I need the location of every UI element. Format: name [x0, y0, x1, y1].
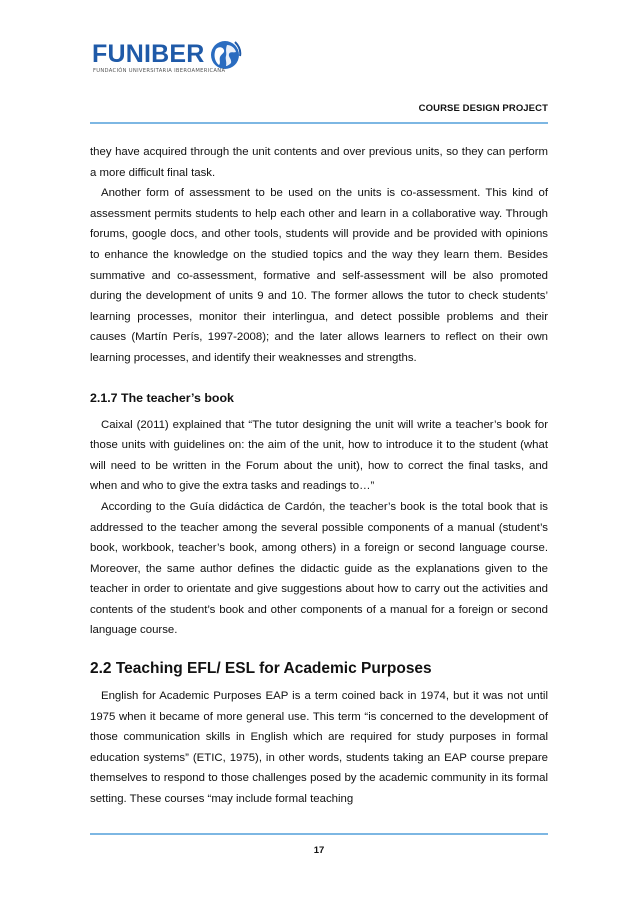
- page-number: 17: [313, 845, 325, 856]
- logo-wordmark: FUNIBER: [92, 40, 205, 68]
- footer-divider: [90, 833, 548, 835]
- globe-icon: [208, 38, 242, 72]
- body-text: [90, 142, 548, 810]
- paragraph: they have acquired through the unit contents and over previous units, so they can perform a more difficult final task.: [90, 146, 548, 179]
- section-heading: 2.1.7 The teacher’s book: [90, 390, 234, 405]
- logo-tagline: FUNDACIÓN UNIVERSITARIA IBEROAMERICANA: [93, 68, 226, 74]
- paragraph: According to the Guía didáctica de Cardón, the teacher’s book is the total book that is addressed to the teacher among the several possible components of a manual (student’s book, workbook, teacher’s book, among others) in a foreign or second language course. Moreover, the same author defines the didactic guide as the explanations given to the teacher in order to orientate and give suggestions about how to carry out the activities and contents of the student’s book and other components of a manual for a foreign or second language course.: [90, 500, 548, 637]
- paragraph: Another form of assessment to be used on the units is co-assessment. This kind of assessment permits students to help each other and learn in a collaborative way. Through forums, google docs, and other tools, students will provide and be provided with opinions to enhance the knowledge on the studied topics and the way they learn them. Besides summative and co-assessment, formative and self-assessment will be also promoted during the development of units 9 and 10. The former allows the tutor to check students’ learning processes, monitor their interlingua, and detect possible problems and their causes (Martín Perís, 1997-2008); and the later allows learners to reflect on their own learning processes, and identify their weaknesses and strengths.: [90, 187, 548, 364]
- section-heading: 2.2 Teaching EFL/ ESL for Academic Purposes: [90, 660, 432, 678]
- paragraph: English for Academic Purposes EAP is a term coined back in 1974, but it was not until 1975 when it became of more general use. This term “is concerned to the development of those communication skills in English which are required for study purposes in formal education systems” (ETIC, 1975), in other words, students taking an EAP course prepare themselves to respond to those challenges posed by the academic community in its formal setting. These courses “may include formal teaching: [90, 690, 548, 806]
- funiber-logo: [92, 38, 252, 78]
- running-head: COURSE DESIGN PROJECT: [418, 103, 548, 114]
- paragraph: Caixal (2011) explained that “The tutor designing the unit will write a teacher’s book for those units with guidelines on: the aim of the unit, how to introduce it to the student (what will need to be written in the Forum about the unit), how to correct the final tasks, and when and who to give the extra tasks and readings to…”: [90, 418, 548, 493]
- header-divider: [90, 122, 548, 124]
